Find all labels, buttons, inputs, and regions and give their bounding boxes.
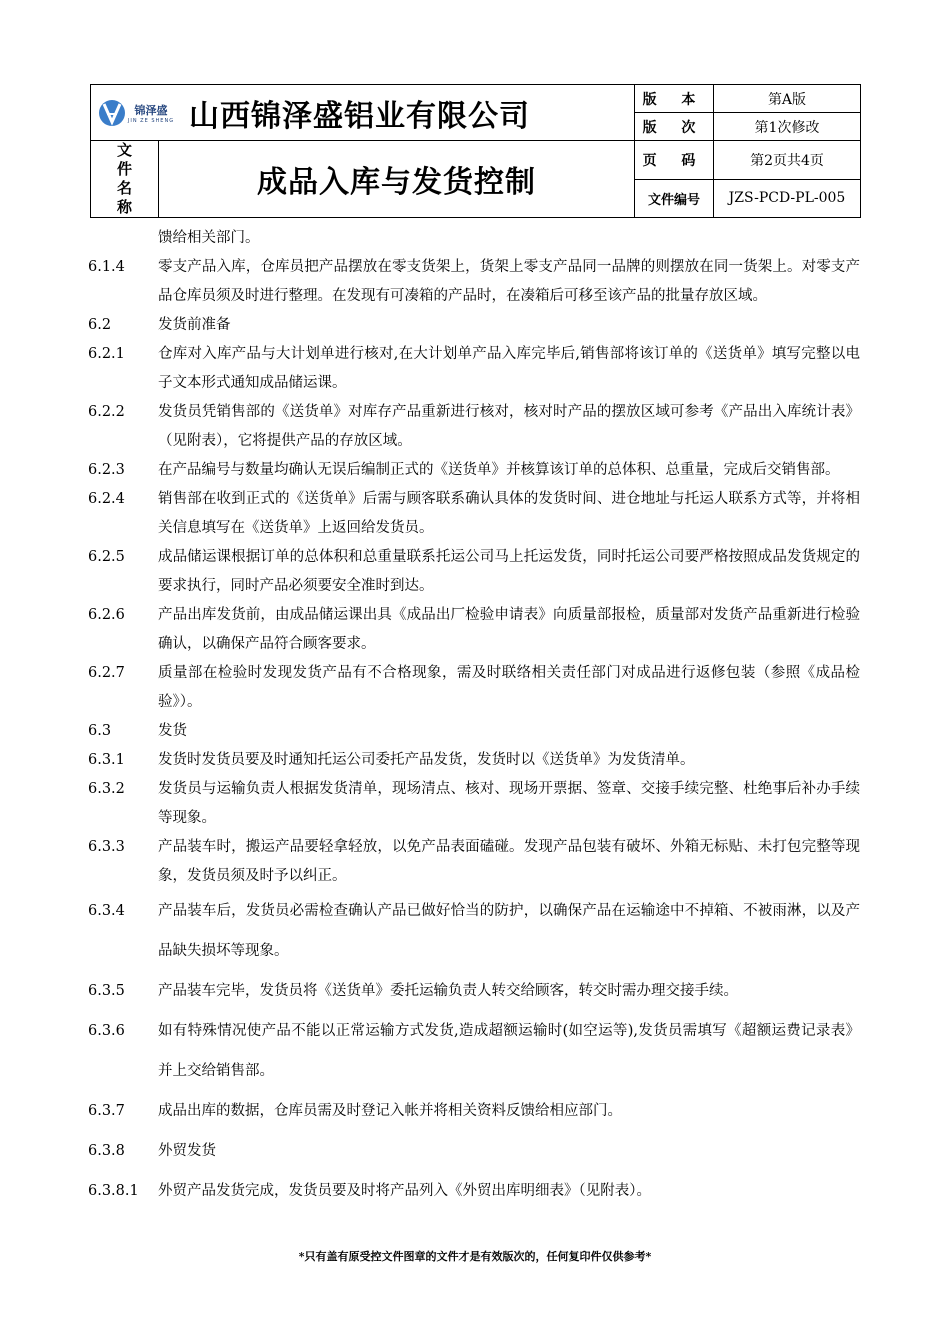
clause-text: 外贸产品发货完成，发货员要及时将产品列入《外贸出库明细表》（见附表）。: [158, 1183, 651, 1199]
clause-row: [88, 601, 860, 659]
clause-number: 6.1.4: [88, 259, 125, 275]
clause-row: [88, 311, 860, 340]
clause-text: 产品装车时，搬运产品要轻拿轻放，以免产品表面磕碰。发现产品包装有破坏、外箱无标贴、未打包完整等现象，发货员须及时予以纠正。: [158, 839, 860, 884]
clause-text: 产品装车完毕，发货员将《送货单》委托运输负责人转交给顾客，转交时需办理交接手续。: [158, 983, 738, 999]
doc-name-label: [91, 141, 159, 218]
clause-text: 发货员凭销售部的《送货单》对库存产品重新进行核对，核对时产品的摆放区域可参考《产品出入库统计表》（见附表），它将提供产品的存放区域。: [158, 404, 860, 449]
clause-text: 如有特殊情况使产品不能以正常运输方式发货,造成超额运输时(如空运等),发货员需填写《超额运费记录表》并上交给销售部。: [158, 1023, 860, 1079]
clause-text: 发货时发货员要及时通知托运公司委托产品发货，发货时以《送货单》为发货清单。: [158, 752, 695, 768]
clause-row: [88, 891, 860, 971]
clause-text: 仓库对入库产品与大计划单进行核对,在大计划单产品入库完毕后,销售部将该订单的《送货单》填写完整以电子文本形式通知成品储运课。: [158, 346, 860, 391]
clause-row: [88, 659, 860, 717]
doc-no-value: JZS-PCD-PL-005: [714, 179, 861, 218]
logo-subtext: JIN ZE SHENG: [127, 117, 175, 124]
company-name: 山西锦泽盛铝业有限公司: [189, 98, 530, 134]
clause-row: [88, 224, 860, 253]
clause-text: 成品储运课根据订单的总体积和总重量联系托运公司马上托运发货，同时托运公司要严格按照成品发货规定的要求执行，同时产品必须要安全准时到达。: [158, 549, 860, 594]
clause-text: 销售部在收到正式的《送货单》后需与顾客联系确认具体的发货时间、进仓地址与托运人联系方式等，并将相关信息填写在《送货单》上返回给发货员。: [158, 491, 860, 536]
version-label: 版 本: [635, 85, 714, 113]
clause-number: 6.3.1: [88, 752, 125, 768]
clause-number: 6.3.4: [88, 903, 125, 919]
clause-row: [88, 398, 860, 456]
clause-text: 质量部在检验时发现发货产品有不合格现象，需及时联络相关责任部门对成品进行返修包装（参照《成品检验》）。: [158, 665, 860, 710]
doc-no-label: 文件编号: [635, 179, 714, 218]
clause-row: [88, 253, 860, 311]
clause-text: 产品装车后，发货员必需检查确认产品已做好恰当的防护，以确保产品在运输途中不掉箱、不被雨淋，以及产品缺失损坏等现象。: [158, 903, 860, 959]
clause-row: [88, 1011, 860, 1091]
clause-number: 6.3: [88, 723, 112, 739]
document-body: [88, 224, 860, 1211]
doc-name-label-line2: 名 称: [116, 179, 140, 216]
clause-row: [88, 775, 860, 833]
clause-row: [88, 717, 860, 746]
clause-number: 6.3.2: [88, 781, 125, 797]
clause-text: 产品出库发货前，由成品储运课出具《成品出厂检验申请表》向质量部报检，质量部对发货产品重新进行检验确认，以确保产品符合顾客要求。: [158, 607, 860, 652]
logo-mark-icon: [98, 96, 126, 130]
clause-text: 发货前准备: [158, 317, 231, 333]
clause-number: 6.2.4: [88, 491, 125, 507]
company-cell: [91, 85, 635, 141]
clause-row: [88, 746, 860, 775]
clause-number: 6.3.5: [88, 983, 125, 999]
clause-text: 外贸发货: [158, 1143, 216, 1159]
clause-text: 零支产品入库，仓库员把产品摆放在零支货架上，货架上零支产品同一品牌的则摆放在同一货架上。对零支产品仓库员须及时进行整理。在发现有可凑箱的产品时，在凑箱后可移至该产品的批量存放区域。: [158, 259, 860, 304]
clause-text: 馈给相关部门。: [158, 230, 260, 246]
company-logo: [91, 88, 181, 138]
clause-row: [88, 485, 860, 543]
clause-number: 6.2.7: [88, 665, 125, 681]
doc-title: 成品入库与发货控制: [159, 141, 635, 218]
clause-number: 6.2.3: [88, 462, 125, 478]
clause-number: 6.3.3: [88, 839, 125, 855]
clause-number: 6.3.7: [88, 1103, 125, 1119]
clause-row: [88, 1131, 860, 1171]
clause-text: 发货: [158, 723, 187, 739]
clause-row: [88, 1171, 860, 1211]
clause-number: 6.3.6: [88, 1023, 125, 1039]
clause-number: 6.3.8.1: [88, 1183, 139, 1199]
clause-row: [88, 340, 860, 398]
footer-note: *只有盖有原受控文件图章的文件才是有效版次的，任何复印件仅供参考*: [298, 1250, 652, 1263]
clause-row: [88, 833, 860, 891]
clause-text: 在产品编号与数量均确认无误后编制正式的《送货单》并核算该订单的总体积、总重量，完成后交销售部。: [158, 462, 840, 478]
clause-number: 6.2.2: [88, 404, 125, 420]
clause-row: [88, 543, 860, 601]
doc-name-label-line1: 文 件: [116, 141, 140, 178]
clause-number: 6.3.8: [88, 1143, 125, 1159]
clause-row: [88, 1091, 860, 1131]
version-value: 第A版: [714, 85, 861, 113]
revision-label: 版 次: [635, 113, 714, 141]
clause-row: [88, 456, 860, 485]
clause-number: 6.2: [88, 317, 112, 333]
clause-number: 6.2.5: [88, 549, 125, 565]
page-value: 第2页共4页: [714, 141, 861, 180]
clause-row: [88, 971, 860, 1011]
clause-text: 发货员与运输负责人根据发货清单，现场清点、核对、现场开票据、签章、交接手续完整、杜绝事后补办手续等现象。: [158, 781, 860, 826]
clause-number: 6.2.1: [88, 346, 125, 362]
document-header: [90, 84, 860, 216]
clause-text: 成品出库的数据，仓库员需及时登记入帐并将相关资料反馈给相应部门。: [158, 1103, 622, 1119]
logo-text: 锦泽盛: [134, 103, 168, 117]
page-label: 页 码: [635, 141, 714, 180]
revision-value: 第1次修改: [714, 113, 861, 141]
clause-number: 6.2.6: [88, 607, 125, 623]
